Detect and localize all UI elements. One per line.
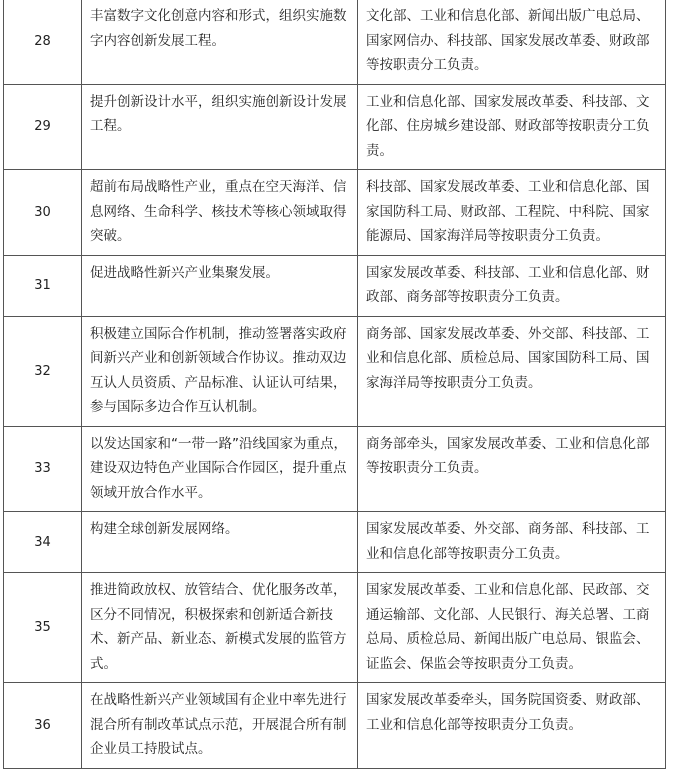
responsible-departments: 商务部牵头，国家发展改革委、工业和信息化部等按职责分工负责。 [358,426,666,512]
responsible-departments: 科技部、国家发展改革委、工业和信息化部、国家国防科工局、财政部、工程院、中科院、国家能源局、国家海洋局等按职责分工负责。 [358,170,666,256]
responsible-departments: 国家发展改革委、外交部、商务部、科技部、工业和信息化部等按职责分工负责。 [358,512,666,573]
table-row [4,683,666,769]
table-row [4,573,666,683]
row-number: 36 [4,683,82,769]
table-row [4,316,666,426]
task-description: 积极建立国际合作机制，推动签署落实政府间新兴产业和创新领域合作协议。推动双边互认人员资质、产品标准、认证认可结果，参与国际多边合作互认机制。 [82,316,358,426]
task-description: 以发达国家和“一带一路”沿线国家为重点，建设双边特色产业国际合作园区，提升重点领域开放合作水平。 [82,426,358,512]
table-row [4,512,666,573]
table-row [4,0,666,84]
row-number: 28 [4,0,82,84]
table-row [4,426,666,512]
row-number: 29 [4,84,82,170]
responsible-departments: 商务部、国家发展改革委、外交部、科技部、工业和信息化部、质检总局、国家国防科工局、国家海洋局等按职责分工负责。 [358,316,666,426]
task-description: 在战略性新兴产业领域国有企业中率先进行混合所有制改革试点示范，开展混合所有制企业员工持股试点。 [82,683,358,769]
task-table [3,0,666,769]
table-row [4,84,666,170]
row-number: 34 [4,512,82,573]
table-row [4,170,666,256]
task-description: 提升创新设计水平，组织实施创新设计发展工程。 [82,84,358,170]
responsible-departments: 国家发展改革委、科技部、工业和信息化部、财政部、商务部等按职责分工负责。 [358,255,666,316]
row-number: 31 [4,255,82,316]
responsible-departments: 工业和信息化部、国家发展改革委、科技部、文化部、住房城乡建设部、财政部等按职责分工负责。 [358,84,666,170]
task-description: 丰富数字文化创意内容和形式，组织实施数字内容创新发展工程。 [82,0,358,84]
task-description: 促进战略性新兴产业集聚发展。 [82,255,358,316]
table-row [4,255,666,316]
responsible-departments: 国家发展改革委牵头，国务院国资委、财政部、工业和信息化部等按职责分工负责。 [358,683,666,769]
row-number: 32 [4,316,82,426]
row-number: 30 [4,170,82,256]
row-number: 35 [4,573,82,683]
responsible-departments: 文化部、工业和信息化部、新闻出版广电总局、国家网信办、科技部、国家发展改革委、财政部等按职责分工负责。 [358,0,666,84]
task-description: 超前布局战略性产业，重点在空天海洋、信息网络、生命科学、核技术等核心领域取得突破。 [82,170,358,256]
responsible-departments: 国家发展改革委、工业和信息化部、民政部、交通运输部、文化部、人民银行、海关总署、工商总局、质检总局、新闻出版广电总局、银监会、证监会、保监会等按职责分工负责。 [358,573,666,683]
row-number: 33 [4,426,82,512]
task-description: 推进简政放权、放管结合、优化服务改革，区分不同情况，积极探索和创新适合新技术、新产品、新业态、新模式发展的监管方式。 [82,573,358,683]
task-description: 构建全球创新发展网络。 [82,512,358,573]
